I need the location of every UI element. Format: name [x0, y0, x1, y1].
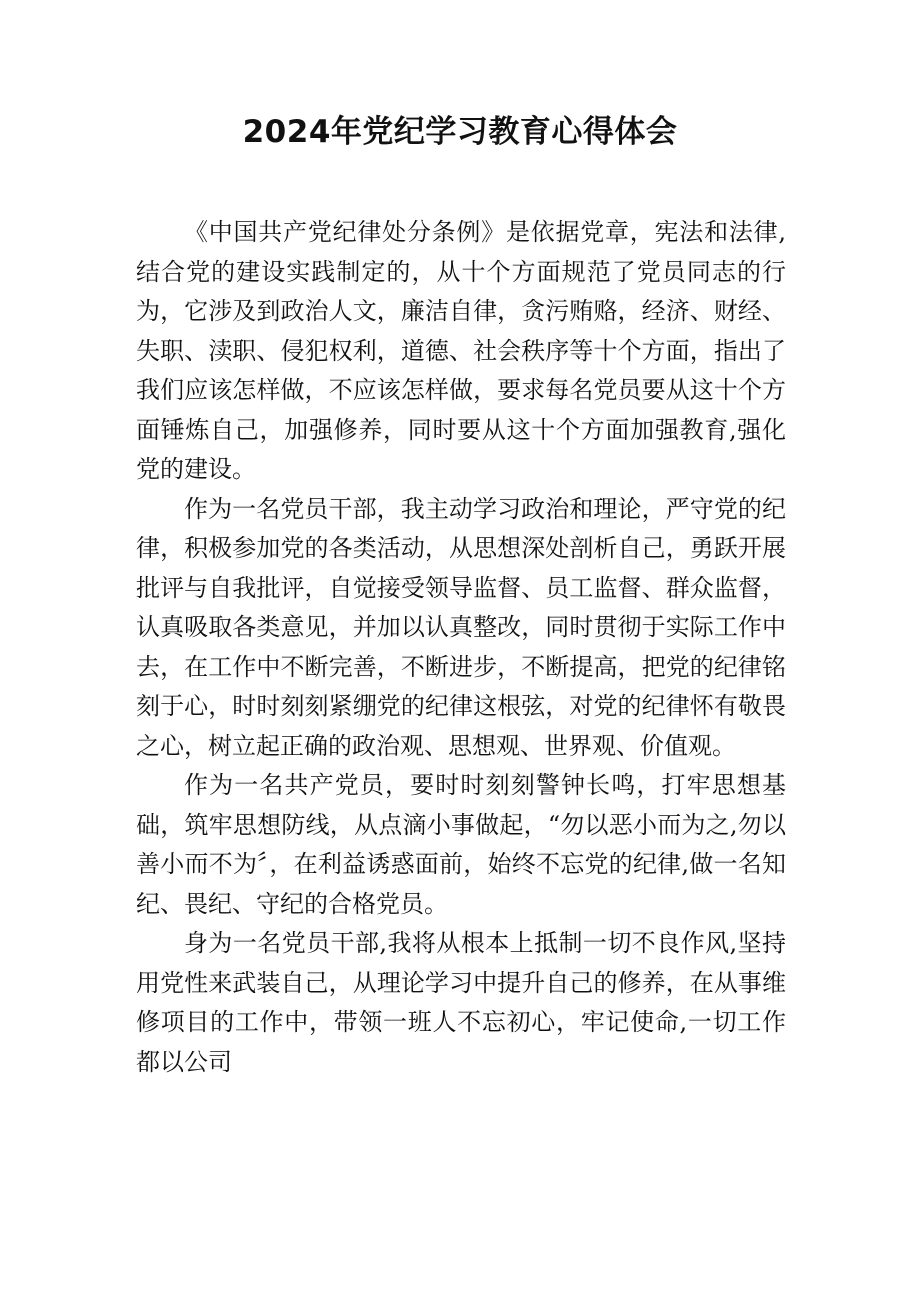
- document-body: [136, 213, 786, 1082]
- document-title: 2024年党纪学习教育心得体会: [242, 114, 678, 150]
- paragraph-regulations-overview: 《中国共产党纪律处分条例》是依据党章，宪法和法律,结合党的建设实践制定的，从十个方面规范了党员同志的行为，它涉及到政治人文，廉洁自律，贪污贿赂，经济、财经、失职、渎职、侵犯权利，道德、社会秩序等十个方面，指出了我们应该怎样做，不应该怎样做，要求每名党员要从这十个方面锤炼自己，加强修养，同时要从这十个方面加强教育,强化党的建设。: [136, 218, 786, 483]
- paragraph-party-cadre-study: 作为一名党员干部，我主动学习政治和理论，严守党的纪律，积极参加党的各类活动，从思想深处剖析自己，勇跃开展批评与自我批评，自觉接受领导监督、员工监督、群众监督，认真吸取各类意见，并加以认真整改，同时贯彻于实际工作中去，在工作中不断完善，不断进步，不断提高，把党的纪律铭刻于心，时时刻刻紧绷党的纪律这根弦，对党的纪律怀有敬畏之心，树立起正确的政治观、思想观、世界观、价值观。: [136, 494, 786, 760]
- paragraph-cadre-commitment: 身为一名党员干部,我将从根本上抵制一切不良作风,坚持用党性来武装自己，从理论学习中提升自己的修养，在从事维修项目的工作中，带领一班人不忘初心，牢记使命,一切工作都以公司: [136, 929, 786, 1076]
- paragraph-party-member-vigilance: 作为一名共产党员，要时时刻刻警钟长鸣，打牢思想基础，筑牢思想防线，从点滴小事做起，“勿以恶小而为之,勿以善小而不为〞，在利益诱惑面前，始终不忘党的纪律,做一名知纪、畏纪、守纪的合格党员。: [136, 771, 786, 918]
